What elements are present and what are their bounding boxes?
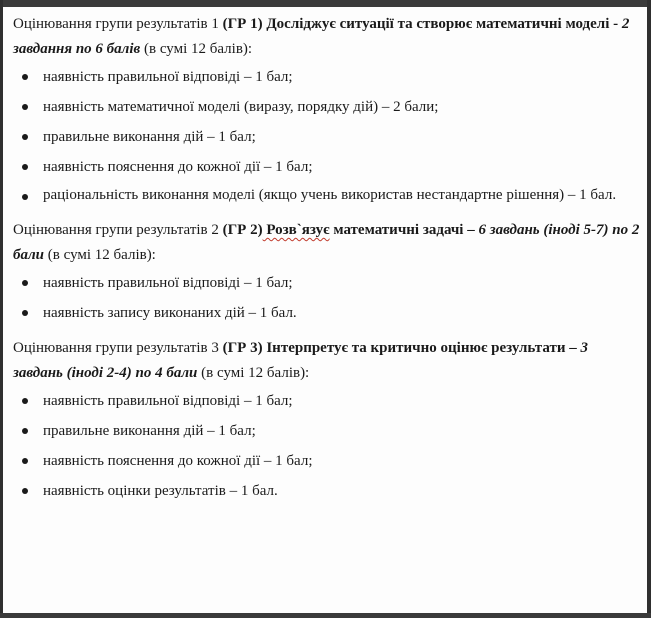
- group-2-suffix: (в сумі 12 балів):: [44, 247, 156, 263]
- bullet-icon: [22, 194, 28, 200]
- group-3-title: Інтерпретує та критично оцінює результати –: [262, 340, 581, 356]
- list-item: [13, 122, 641, 152]
- bullet-icon: [22, 164, 28, 170]
- screenshot-frame-left: [0, 0, 3, 618]
- group-1-tasks: 2 завдання по 6 балів: [13, 16, 630, 57]
- criterion-text: правильне виконання дій – 1 бал;: [43, 129, 256, 145]
- bullet-icon: [22, 398, 28, 404]
- bullet-icon: [22, 310, 28, 316]
- list-item: [13, 446, 641, 476]
- bullet-icon: [22, 458, 28, 464]
- group-3-code: (ГР 3): [222, 340, 263, 356]
- bullet-icon: [22, 104, 28, 110]
- criterion-text: наявність правильної відповіді – 1 бал;: [43, 69, 293, 85]
- group-3-criteria-list: [13, 386, 641, 506]
- criterion-text: наявність оцінки результатів – 1 бал.: [43, 483, 278, 499]
- criterion-text: наявність правильної відповіді – 1 бал;: [43, 275, 293, 291]
- list-item: [13, 62, 641, 92]
- group-1-heading-prefix: Оцінювання групи результатів 1: [13, 16, 223, 32]
- group-2-title-verb: Розв`язує: [262, 222, 330, 238]
- group-1-code: (ГР 1): [222, 16, 263, 32]
- criterion-text: наявність пояснення до кожної дії – 1 бал;: [43, 159, 313, 175]
- criterion-text: наявність правильної відповіді – 1 бал;: [43, 393, 293, 409]
- list-item: [13, 268, 641, 298]
- document-content: [13, 12, 641, 506]
- group-3-heading-prefix: Оцінювання групи результатів 3: [13, 340, 223, 356]
- bullet-icon: [22, 488, 28, 494]
- group-3-tasks: 3 завдань (іноді 2-4) по 4 бали: [13, 340, 588, 381]
- group-2-criteria-list: [13, 268, 641, 328]
- group-3-heading: [13, 336, 641, 386]
- group-2-heading-prefix: Оцінювання групи результатів 2: [13, 222, 223, 238]
- group-3-suffix: (в сумі 12 балів):: [197, 365, 310, 381]
- group-2-heading: [13, 218, 641, 268]
- group-1-heading: [13, 12, 641, 62]
- group-1-suffix: (в сумі 12 балів):: [140, 41, 253, 57]
- bullet-icon: [22, 74, 28, 80]
- screenshot-frame-right: [647, 0, 651, 618]
- group-2-title: математичні задачі –: [329, 222, 479, 238]
- group-2-code: (ГР 2): [222, 222, 263, 238]
- list-item: [13, 298, 641, 328]
- bullet-icon: [22, 280, 28, 286]
- group-1-title: Досліджує ситуації та створює математичні моделі -: [262, 16, 622, 32]
- bullet-icon: [22, 428, 28, 434]
- criterion-text: раціональність виконання моделі (якщо учень використав нестандартне рішення) – 1 бал.: [43, 187, 617, 203]
- criterion-text: наявність пояснення до кожної дії – 1 бал;: [43, 453, 313, 469]
- list-item: [13, 416, 641, 446]
- screenshot-frame-top: [0, 0, 651, 7]
- criterion-text: правильне виконання дій – 1 бал;: [43, 423, 256, 439]
- bullet-icon: [22, 134, 28, 140]
- list-item: [13, 152, 641, 182]
- group-2-tasks: 6 завдань (іноді 5-7) по 2 бали: [13, 222, 640, 263]
- list-item: [13, 182, 641, 209]
- screenshot-frame-bottom: [0, 613, 651, 618]
- list-item: [13, 476, 641, 506]
- group-1-criteria-list: [13, 62, 641, 209]
- list-item: [13, 386, 641, 416]
- criterion-text: наявність математичної моделі (виразу, порядку дій) – 2 бали;: [43, 99, 439, 115]
- list-item: [13, 92, 641, 122]
- criterion-text: наявність запису виконаних дій – 1 бал.: [43, 305, 297, 321]
